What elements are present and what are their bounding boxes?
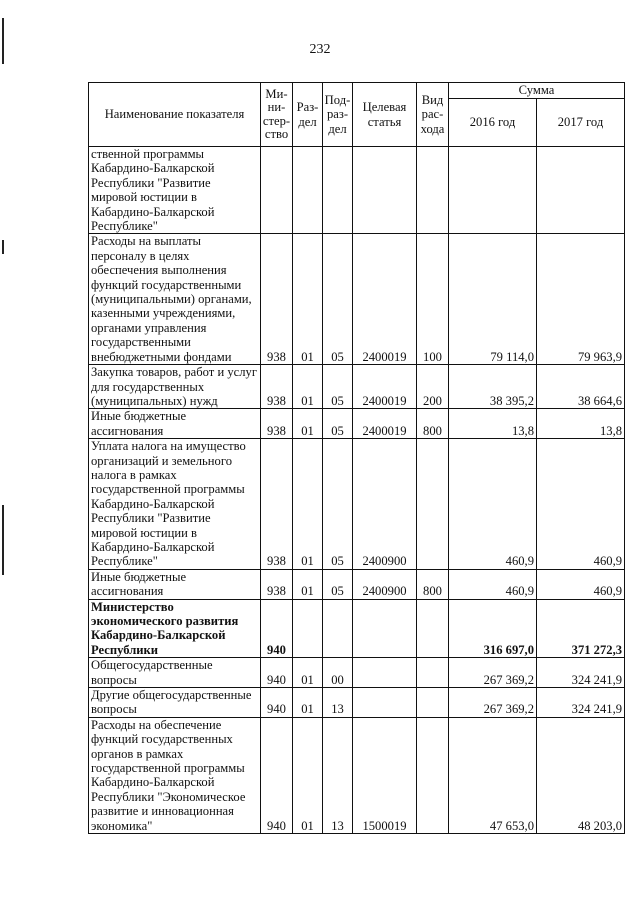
cell-name: Другие общегосударственные вопросы: [89, 688, 261, 718]
cell-ministry: 940: [261, 658, 293, 688]
cell-sum-2017: 13,8: [537, 409, 625, 439]
cell-name: Расходы на обеспечение функций государственных органов в рамках государственной программы Кабардино-Балкарской Республики "Экономическое развитие и инновационная экономика": [89, 717, 261, 833]
cell-name: ственной программы Кабардино-Балкарской Республики "Развитие мировой юстиции в Кабардино-Балкарской Республике": [89, 147, 261, 234]
cell-target: 2400019: [353, 409, 417, 439]
cell-section: [293, 147, 323, 234]
cell-target: [353, 147, 417, 234]
cell-sum-2017: 324 241,9: [537, 688, 625, 718]
cell-name: Министерство экономического развития Кабардино-Балкарской Республики: [89, 599, 261, 658]
header-subsection: Под- раз- дел: [323, 83, 353, 147]
cell-name: Общегосударственные вопросы: [89, 658, 261, 688]
cell-sum-2017: [537, 147, 625, 234]
cell-ministry: 938: [261, 439, 293, 570]
cell-sum-2016: 267 369,2: [449, 688, 537, 718]
table-row: [89, 717, 625, 833]
cell-subsection: [323, 147, 353, 234]
cell-section: [293, 599, 323, 658]
cell-sum-2017: 371 272,3: [537, 599, 625, 658]
cell-subsection: 05: [323, 365, 353, 409]
cell-target: 2400019: [353, 365, 417, 409]
cell-ministry: 940: [261, 599, 293, 658]
cell-target: [353, 688, 417, 718]
cell-ministry: 940: [261, 688, 293, 718]
cell-sum-2017: 324 241,9: [537, 658, 625, 688]
cell-section: 01: [293, 569, 323, 599]
cell-section: 01: [293, 409, 323, 439]
cell-ministry: 938: [261, 569, 293, 599]
cell-name: Закупка товаров, работ и услуг для государственных (муниципальных) нужд: [89, 365, 261, 409]
cell-ministry: 938: [261, 409, 293, 439]
cell-expense-type: 100: [417, 234, 449, 365]
header-target: Целевая статья: [353, 83, 417, 147]
cell-subsection: 00: [323, 658, 353, 688]
table-row: [89, 569, 625, 599]
table-row: [89, 234, 625, 365]
cell-ministry: 940: [261, 717, 293, 833]
cell-subsection: 05: [323, 569, 353, 599]
cell-expense-type: 800: [417, 569, 449, 599]
cell-subsection: 05: [323, 439, 353, 570]
cell-name: Иные бюджетные ассигнования: [89, 409, 261, 439]
table-row: [89, 147, 625, 234]
cell-section: 01: [293, 688, 323, 718]
table-row: [89, 439, 625, 570]
cell-name: Уплата налога на имущество организаций и земельного налога в рамках государственной программы Кабардино-Балкарской Республики "Развитие мировой юстиции в Кабардино-Балкарской Республике": [89, 439, 261, 570]
cell-sum-2017: 48 203,0: [537, 717, 625, 833]
cell-sum-2016: 460,9: [449, 569, 537, 599]
cell-target: 2400900: [353, 569, 417, 599]
cell-expense-type: [417, 147, 449, 234]
header-section: Раз- дел: [293, 83, 323, 147]
cell-sum-2016: 13,8: [449, 409, 537, 439]
cell-expense-type: [417, 439, 449, 570]
cell-target: [353, 658, 417, 688]
cell-sum-2017: 38 664,6: [537, 365, 625, 409]
margin-mark: [2, 240, 4, 254]
cell-target: 2400900: [353, 439, 417, 570]
cell-sum-2016: 460,9: [449, 439, 537, 570]
table-row: [89, 365, 625, 409]
cell-subsection: 05: [323, 409, 353, 439]
cell-expense-type: [417, 717, 449, 833]
table-row: [89, 599, 625, 658]
header-name: Наименование показателя: [89, 83, 261, 147]
cell-expense-type: [417, 599, 449, 658]
cell-subsection: 13: [323, 688, 353, 718]
header-year-2016: 2016 год: [449, 99, 537, 147]
cell-ministry: [261, 147, 293, 234]
table-row: [89, 409, 625, 439]
table-row: [89, 688, 625, 718]
table-row: [89, 658, 625, 688]
cell-expense-type: [417, 688, 449, 718]
cell-target: 2400019: [353, 234, 417, 365]
cell-sum-2016: 38 395,2: [449, 365, 537, 409]
cell-subsection: 13: [323, 717, 353, 833]
cell-section: 01: [293, 439, 323, 570]
cell-sum-2016: 267 369,2: [449, 658, 537, 688]
cell-sum-2016: 47 653,0: [449, 717, 537, 833]
cell-expense-type: 800: [417, 409, 449, 439]
cell-section: 01: [293, 658, 323, 688]
cell-subsection: [323, 599, 353, 658]
cell-subsection: 05: [323, 234, 353, 365]
cell-target: [353, 599, 417, 658]
cell-expense-type: 200: [417, 365, 449, 409]
cell-sum-2016: 79 114,0: [449, 234, 537, 365]
header-expense-type: Вид рас- хода: [417, 83, 449, 147]
budget-table: [88, 82, 625, 834]
cell-target: 1500019: [353, 717, 417, 833]
cell-sum-2017: 460,9: [537, 569, 625, 599]
cell-name: Расходы на выплаты персоналу в целях обеспечения выполнения функций государственными (муниципальными) органами, казенными учреждениями, органами управления государственными внебюджетными фондами: [89, 234, 261, 365]
cell-section: 01: [293, 717, 323, 833]
cell-sum-2017: 79 963,9: [537, 234, 625, 365]
cell-sum-2016: [449, 147, 537, 234]
cell-sum-2016: 316 697,0: [449, 599, 537, 658]
header-sum: Сумма: [449, 83, 625, 99]
cell-name: Иные бюджетные ассигнования: [89, 569, 261, 599]
margin-mark: [2, 505, 4, 575]
cell-ministry: 938: [261, 234, 293, 365]
cell-section: 01: [293, 234, 323, 365]
header-year-2017: 2017 год: [537, 99, 625, 147]
cell-section: 01: [293, 365, 323, 409]
cell-ministry: 938: [261, 365, 293, 409]
header-ministry: Ми- ни- стер- ство: [261, 83, 293, 147]
page-number: 232: [309, 42, 331, 57]
cell-sum-2017: 460,9: [537, 439, 625, 570]
cell-expense-type: [417, 658, 449, 688]
